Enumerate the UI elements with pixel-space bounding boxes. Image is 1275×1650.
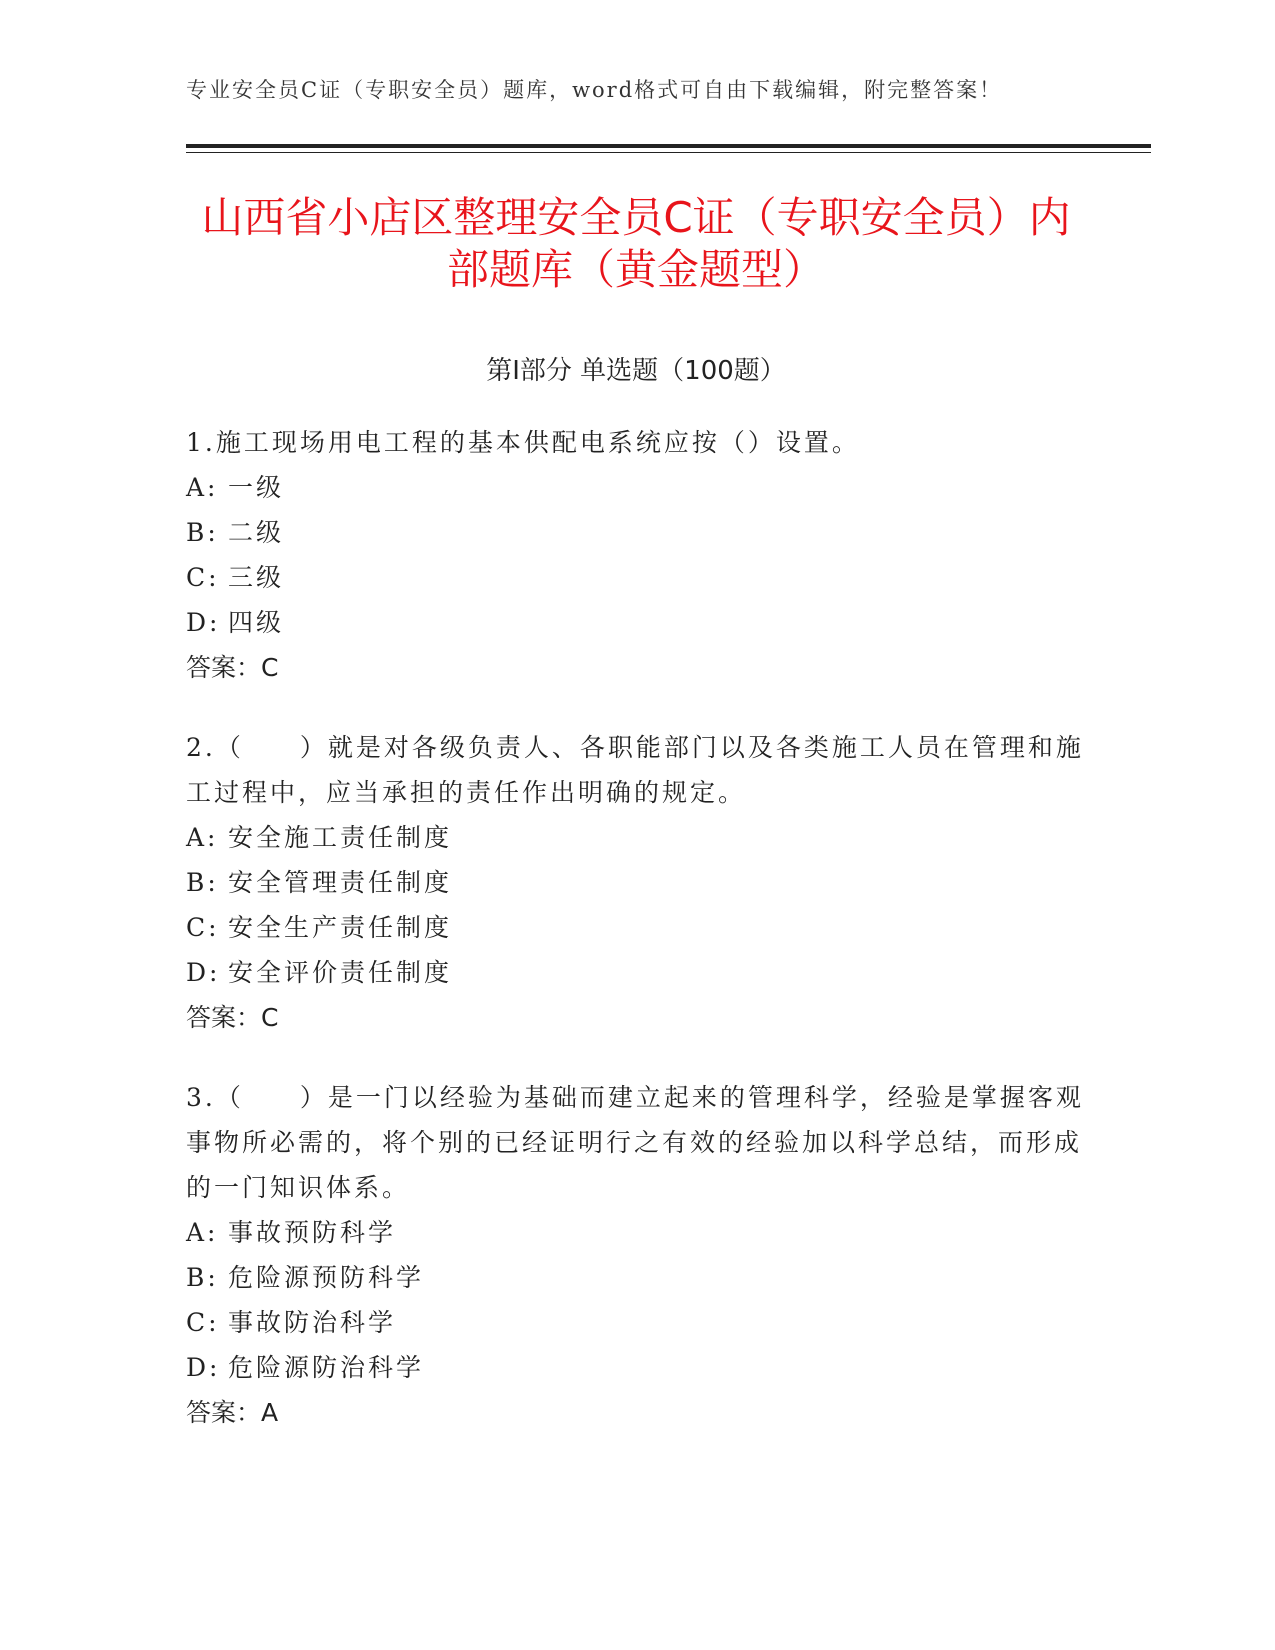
question-stem: 1.施工现场用电工程的基本供配电系统应按（）设置。 (186, 428, 860, 457)
option-key: D: (186, 608, 221, 637)
option-b (186, 510, 1086, 555)
option-text: 三级 (228, 563, 285, 592)
option-key: B: (186, 1263, 219, 1292)
option-key: B: (186, 518, 219, 547)
option-b (186, 1255, 1086, 1300)
option-key: A: (186, 823, 219, 852)
option-text: 四级 (228, 608, 285, 637)
option-d (186, 600, 1086, 645)
option-text: 一级 (228, 473, 285, 502)
question-2 (186, 725, 1086, 1040)
option-key: C: (186, 1308, 220, 1337)
header-note: 专业安全员C证（专职安全员）题库，word格式可自由下载编辑，附完整答案！ (186, 78, 1003, 102)
answer: 答案：A (186, 1398, 279, 1427)
option-d (186, 1345, 1086, 1390)
option-key: B: (186, 868, 219, 897)
option-c (186, 1300, 1086, 1345)
option-a (186, 1210, 1086, 1255)
option-text: 危险源防治科学 (228, 1353, 425, 1382)
option-a (186, 815, 1086, 860)
answer: 答案：C (186, 1003, 279, 1032)
option-d (186, 950, 1086, 995)
option-key: C: (186, 913, 220, 942)
option-text: 安全生产责任制度 (228, 913, 453, 942)
option-c (186, 905, 1086, 950)
option-key: C: (186, 563, 220, 592)
option-a (186, 465, 1086, 510)
option-key: D: (186, 1353, 221, 1382)
option-text: 事故预防科学 (228, 1218, 397, 1247)
question-3 (186, 1075, 1086, 1435)
option-text: 安全施工责任制度 (228, 823, 453, 852)
option-c (186, 555, 1086, 600)
header-rule-thin (186, 152, 1151, 153)
answer: 答案：C (186, 653, 279, 682)
option-text: 事故防治科学 (228, 1308, 397, 1337)
option-b (186, 860, 1086, 905)
option-text: 安全管理责任制度 (228, 868, 453, 897)
question-stem: 3.（ ）是一门以经验为基础而建立起来的管理科学，经验是掌握客观事物所必需的，将个别的已经证明行之有效的经验加以科学总结，而形成的一门知识体系。 (186, 1083, 1084, 1202)
option-key: A: (186, 473, 219, 502)
document-title: 山西省小店区整理安全员C证（专职安全员）内部题库（黄金题型） (201, 193, 1071, 294)
option-text: 二级 (228, 518, 285, 547)
option-key: A: (186, 1218, 219, 1247)
question-stem: 2.（ ）就是对各级负责人、各职能部门以及各类施工人员在管理和施工过程中，应当承担的责任作出明确的规定。 (186, 733, 1084, 807)
option-text: 安全评价责任制度 (228, 958, 453, 987)
question-1 (186, 420, 1086, 690)
option-text: 危险源预防科学 (228, 1263, 425, 1292)
section-title: 第Ⅰ部分 单选题（100题） (486, 356, 786, 386)
header-rule-thick (186, 144, 1151, 148)
option-key: D: (186, 958, 221, 987)
